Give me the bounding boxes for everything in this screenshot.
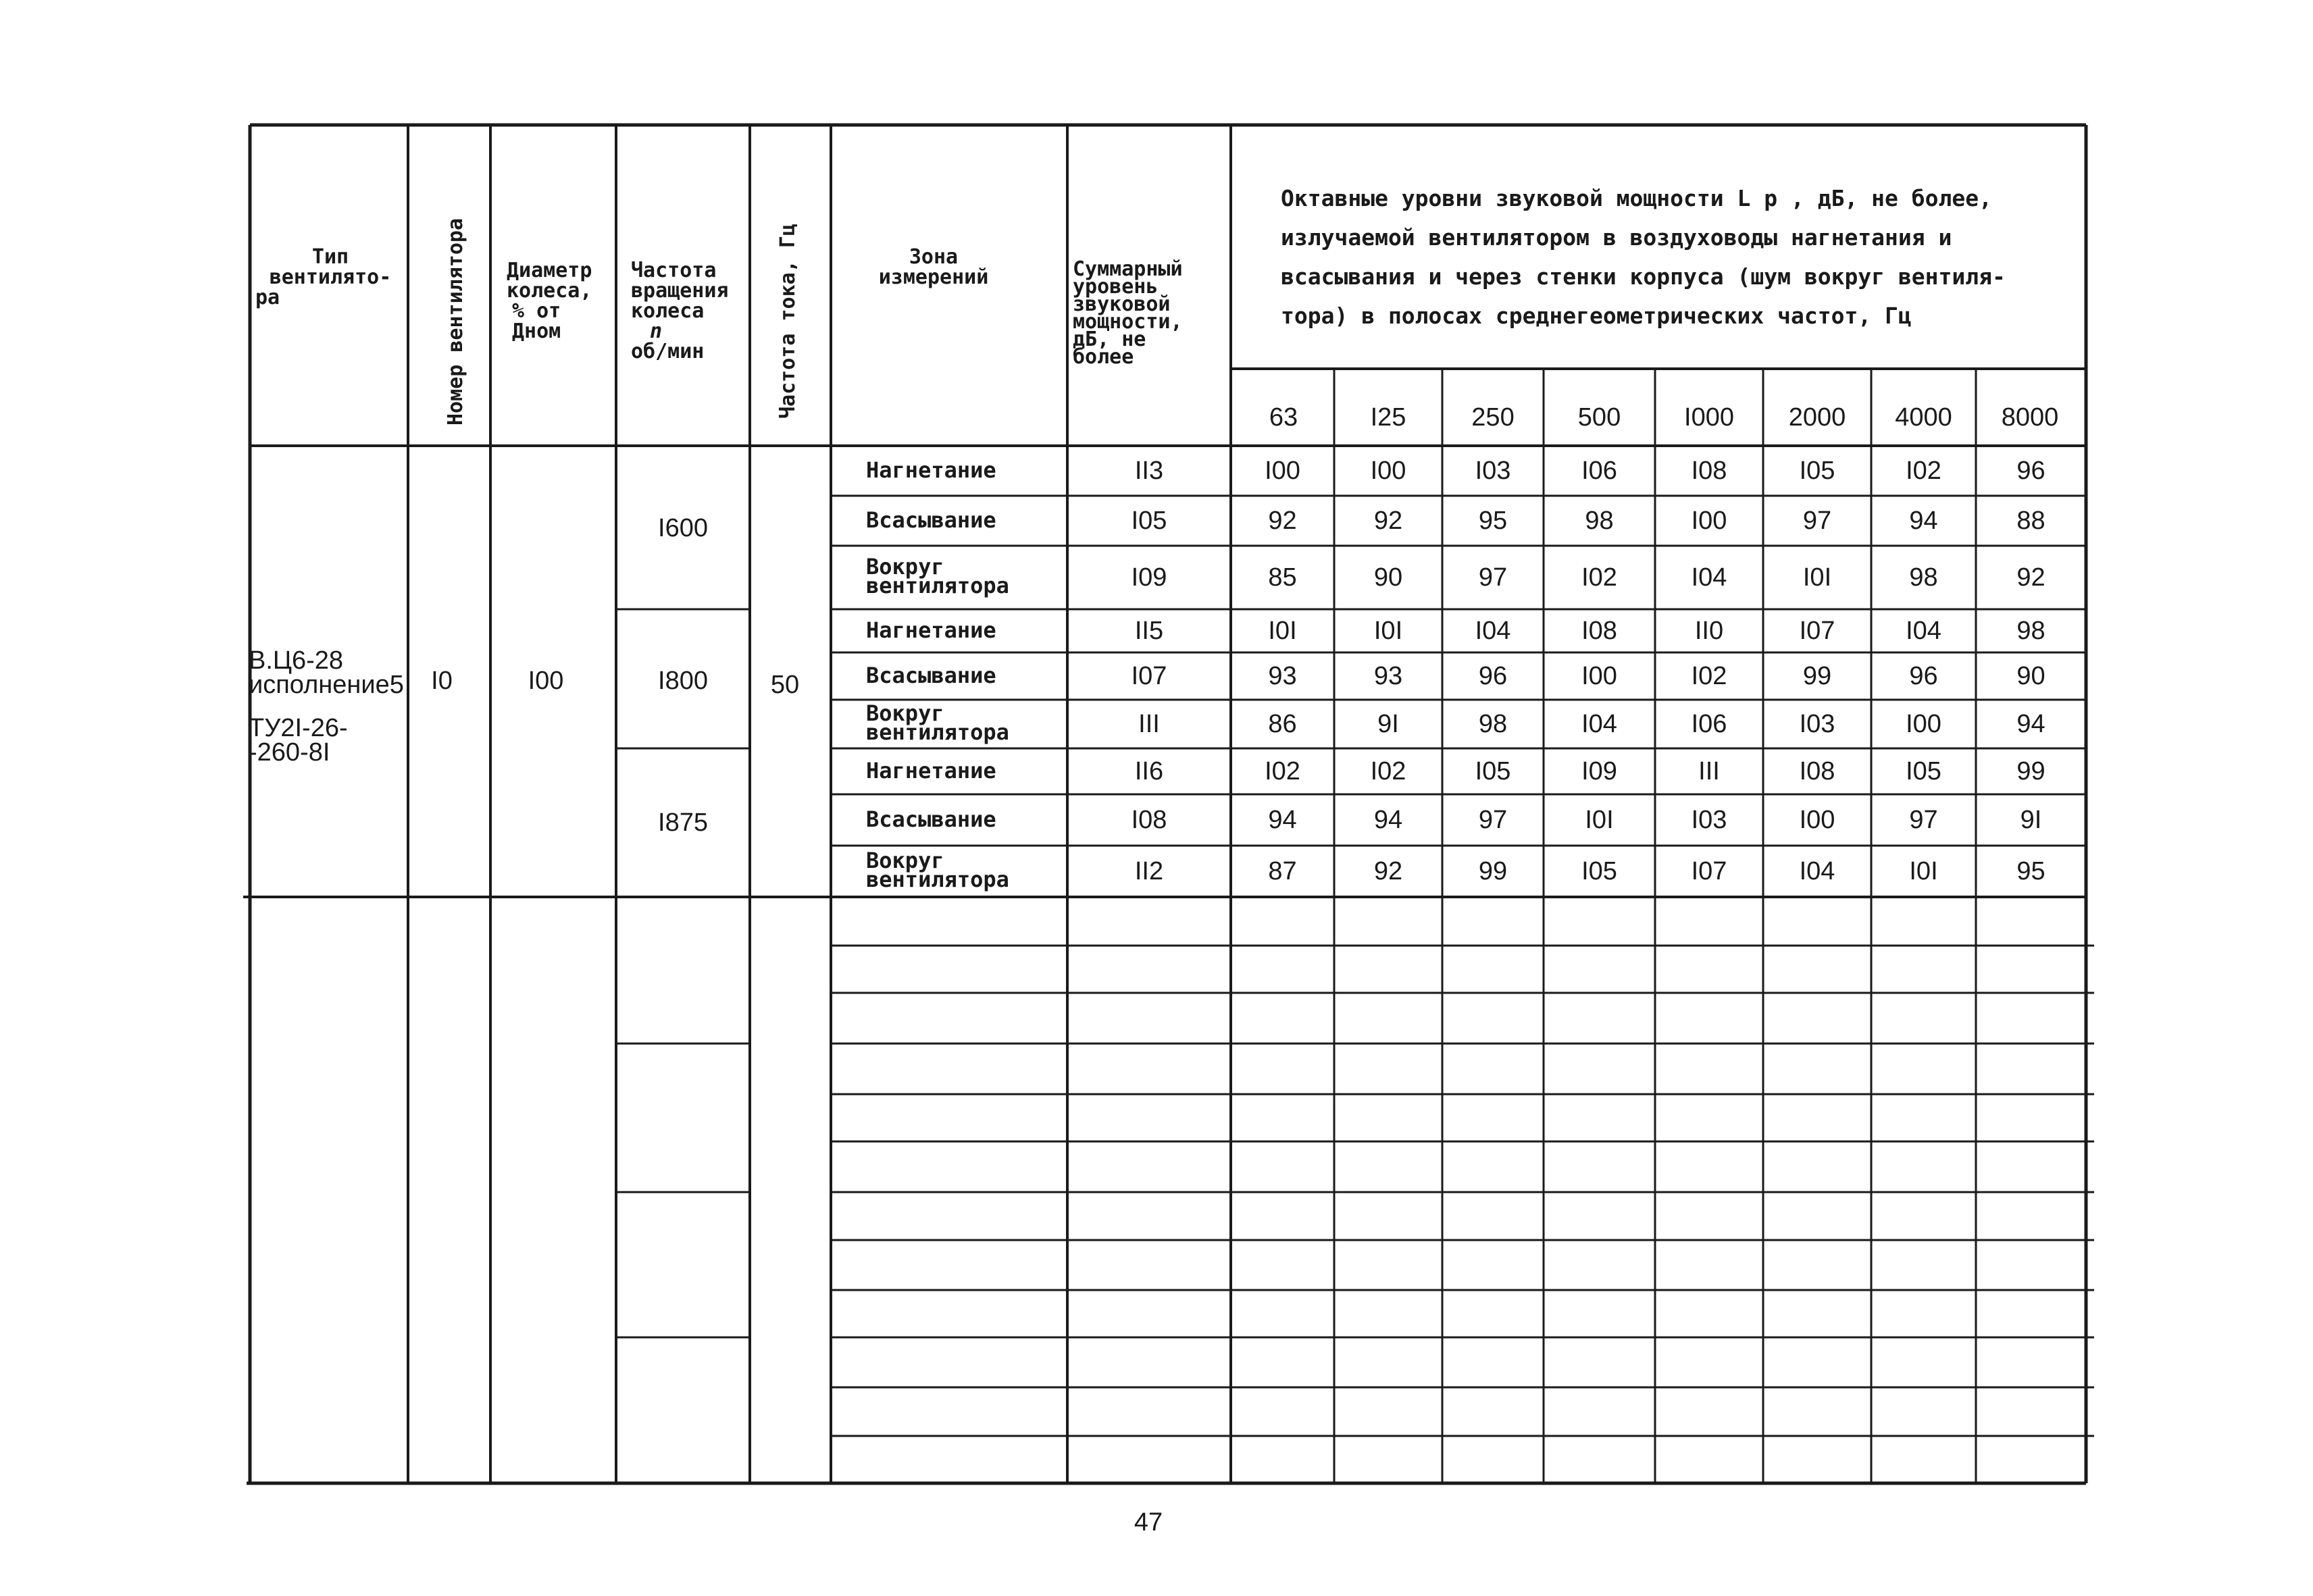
octave-level-cell: I00	[1581, 662, 1617, 690]
octave-level-cell: I03	[1691, 806, 1727, 834]
octave-level-cell: 98	[1585, 507, 1614, 535]
octave-level-cell: I00	[1906, 710, 1941, 738]
octave-level-cell: 92	[1268, 507, 1297, 535]
octave-level-cell: 9I	[1377, 710, 1399, 738]
freq-header-250: 250	[1471, 403, 1515, 432]
header-fan-number-label: Номер вентилятора	[444, 217, 467, 426]
octave-level-cell: 96	[2016, 457, 2045, 485]
octave-level-cell: I05	[1475, 757, 1511, 786]
header-diameter-label: Диаметр колеса, % от Дном	[507, 259, 592, 343]
octave-level-cell: 99	[2016, 757, 2045, 786]
octave-level-cell: I04	[1581, 710, 1617, 738]
zone-cell: Вокруг вентилятора	[866, 848, 1009, 892]
zone-cell: Всасывание	[866, 663, 996, 688]
zone-cell: Нагнетание	[866, 617, 996, 643]
speed-value: I800	[658, 667, 708, 695]
zone-cell: Всасывание	[866, 507, 996, 533]
octave-level-cell: 93	[1268, 662, 1297, 690]
total-level-cell: II5	[1134, 617, 1164, 645]
octave-level-cell: I06	[1581, 457, 1617, 485]
octave-level-cell: 96	[1478, 662, 1508, 690]
octave-level-cell: 95	[1478, 507, 1508, 535]
octave-level-cell: I08	[1691, 457, 1727, 485]
fan-type: В.Ц6-28 исполнение5 ТУ2I-26- -260-8I	[249, 646, 404, 767]
octave-level-cell: I0I	[1268, 617, 1297, 645]
octave-level-cell: I0I	[1585, 806, 1614, 834]
octave-level-cell: I03	[1799, 710, 1835, 738]
octave-level-cell: 88	[2016, 507, 2045, 535]
octave-level-cell: I07	[1799, 617, 1835, 645]
freq-header-8000: 8000	[2001, 403, 2059, 432]
octave-level-cell: I00	[1691, 507, 1727, 535]
octave-level-cell: 94	[1268, 806, 1297, 834]
freq-header-2000: 2000	[1788, 403, 1846, 432]
speed-value: I875	[658, 808, 708, 837]
header-type-label: Тип вентилято- ра	[255, 245, 392, 309]
octave-level-cell: 9I	[2020, 806, 2042, 834]
octave-level-cell: I00	[1799, 806, 1835, 834]
header-octave-label: Октавные уровни звуковой мощности L р , дБ, не более, излучаемой вентилятором в воздуховоды нагнетания и всасывания и через стенки корпуса (шум вокруг вентиля- тора) в полосах среднегеометрических частот, Гц	[1281, 185, 2006, 329]
octave-level-cell: 98	[1478, 710, 1508, 738]
octave-level-cell: I06	[1691, 710, 1727, 738]
octave-level-cell: 87	[1268, 857, 1297, 885]
zone-cell: Нагнетание	[866, 758, 996, 783]
page-number: 47	[1134, 1508, 1163, 1537]
total-level-cell: I05	[1131, 507, 1167, 535]
octave-level-cell: I0I	[1909, 857, 1938, 885]
octave-level-cell: 94	[1909, 507, 1938, 535]
octave-level-cell: I00	[1370, 457, 1406, 485]
octave-level-cell: 97	[1478, 806, 1508, 834]
octave-level-cell: I02	[1906, 457, 1941, 485]
freq-header-1000: I000	[1684, 403, 1734, 432]
octave-level-cell: I02	[1691, 662, 1727, 690]
octave-level-cell: 95	[2016, 857, 2045, 885]
octave-level-cell: I08	[1799, 757, 1835, 786]
freq-header-4000: 4000	[1895, 403, 1952, 432]
octave-level-cell: I05	[1581, 857, 1617, 885]
freq-header-63: 63	[1269, 403, 1298, 432]
octave-level-cell: 92	[2016, 563, 2045, 592]
octave-level-cell: 98	[1909, 563, 1938, 592]
header-current-freq-label: Частота тока, Гц	[776, 224, 800, 419]
total-level-cell: II6	[1134, 757, 1164, 786]
header-total-level-label: Суммарный уровень звуковой мощности, дБ, не более	[1073, 257, 1183, 369]
octave-level-cell: 97	[1478, 563, 1508, 592]
octave-level-cell: I0I	[1802, 563, 1832, 592]
octave-level-cell: I09	[1581, 757, 1617, 786]
fan-current-freq: 50	[770, 671, 800, 699]
octave-level-cell: I08	[1581, 617, 1617, 645]
octave-level-cell: 93	[1373, 662, 1403, 690]
octave-level-cell: 99	[1802, 662, 1832, 690]
total-level-cell: III	[1138, 710, 1160, 738]
header-zone-label: Зона измерений	[878, 245, 989, 289]
header-speed-label: Частота вращения колеса n об/мин	[631, 259, 729, 363]
octave-level-cell: 90	[2016, 662, 2045, 690]
total-level-cell: II2	[1134, 857, 1164, 885]
zone-cell: Нагнетание	[866, 457, 996, 483]
octave-level-cell: 85	[1268, 563, 1297, 592]
zone-cell: Всасывание	[866, 806, 996, 832]
octave-level-cell: 99	[1478, 857, 1508, 885]
freq-header-500: 500	[1577, 403, 1621, 432]
octave-level-cell: 86	[1268, 710, 1297, 738]
octave-level-cell: 96	[1909, 662, 1938, 690]
octave-level-cell: I02	[1265, 757, 1300, 786]
octave-level-cell: 92	[1373, 507, 1403, 535]
octave-level-cell: III	[1698, 757, 1720, 786]
octave-level-cell: 97	[1802, 507, 1832, 535]
octave-level-cell: I05	[1799, 457, 1835, 485]
octave-level-cell: I02	[1370, 757, 1406, 786]
octave-level-cell: 94	[1373, 806, 1403, 834]
fan-diameter: I00	[528, 667, 564, 695]
total-level-cell: II3	[1134, 457, 1164, 485]
octave-level-cell: 98	[2016, 617, 2045, 645]
octave-level-cell: II0	[1694, 617, 1724, 645]
octave-level-cell: I04	[1906, 617, 1941, 645]
octave-level-cell: I03	[1475, 457, 1511, 485]
octave-level-cell: I02	[1581, 563, 1617, 592]
zone-cell: Вокруг вентилятора	[866, 700, 1009, 745]
total-level-cell: I07	[1131, 662, 1167, 690]
octave-level-cell: I05	[1906, 757, 1941, 786]
freq-header-125: I25	[1370, 403, 1406, 432]
octave-level-cell: 90	[1373, 563, 1403, 592]
octave-level-cell: I07	[1691, 857, 1727, 885]
octave-level-cell: I04	[1799, 857, 1835, 885]
octave-level-cell: I0I	[1373, 617, 1403, 645]
octave-level-cell: 94	[2016, 710, 2045, 738]
octave-level-cell: 97	[1909, 806, 1938, 834]
zone-cell: Вокруг вентилятора	[866, 554, 1009, 598]
octave-level-cell: 92	[1373, 857, 1403, 885]
speed-value: I600	[658, 514, 708, 542]
fan-number: I0	[431, 667, 453, 695]
octave-level-cell: I04	[1691, 563, 1727, 592]
total-level-cell: I08	[1131, 806, 1167, 834]
octave-level-cell: I00	[1265, 457, 1300, 485]
total-level-cell: I09	[1131, 563, 1167, 592]
octave-level-cell: I04	[1475, 617, 1511, 645]
